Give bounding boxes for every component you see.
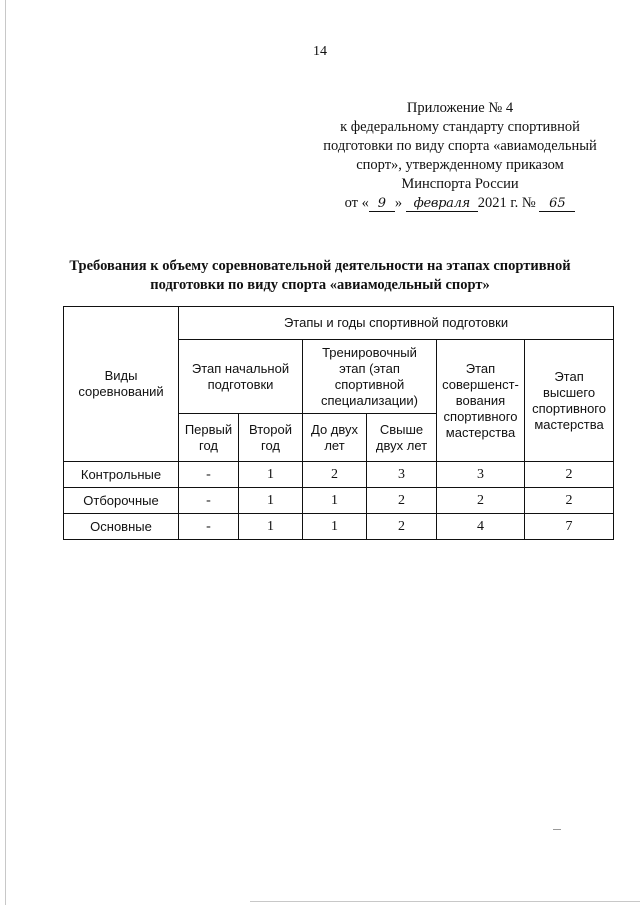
table-cell: 3 [367,462,437,488]
table-cell: 1 [239,488,303,514]
table-row [64,514,614,540]
page-number: 14 [313,44,327,59]
table-row [64,462,614,488]
date-mid: » [394,195,403,211]
table-cell: 1 [239,462,303,488]
table-cell: - [179,462,239,488]
header-row-1 [64,307,614,340]
table-cell: 1 [239,514,303,540]
header-stages-group: Этапы и годы спортивной подготовки [179,307,614,340]
header-first-year: Первый год [179,414,239,462]
page-edge-bottom [250,901,640,902]
title-line-2: подготовки по виду спорта «авиамодельный спорт» [150,277,490,293]
date-year: 2021 г. № [477,195,536,211]
table-cell: 7 [525,514,614,540]
appendix-line-3: подготовки по виду спорта «авиамодельный [323,138,597,154]
header-stage-improvement: Этап совершенст- вования спортивного мастерства [437,340,525,462]
header-stage-highest: Этап высшего спортивного мастерства [525,340,614,462]
table-cell: 2 [525,462,614,488]
document-title [40,257,600,295]
table-cell: 2 [303,462,367,488]
table-cell: 3 [437,462,525,488]
date-month: февраля [406,197,478,212]
table-cell: - [179,488,239,514]
appendix-line-1: Приложение № 4 [406,100,514,116]
table-cell: 2 [525,488,614,514]
appendix-date-line [300,194,620,213]
scan-mark [553,829,561,830]
row-label: Основные [64,514,179,540]
title-line-1: Требования к объему соревновательной деятельности на этапах спортивной [69,258,571,274]
appendix-block [300,99,620,213]
header-over-two-years: Свыше двух лет [367,414,437,462]
table-row [64,488,614,514]
appendix-line-2: к федеральному стандарту спортивной [340,119,580,135]
row-label: Отборочные [64,488,179,514]
table-cell: 1 [303,514,367,540]
requirements-table [63,306,614,540]
table-cell: 1 [303,488,367,514]
appendix-line-4: спорт», утвержденному приказом [356,157,564,173]
table-cell: 2 [367,514,437,540]
page-edge-left [5,0,6,905]
header-competition-types: Виды соревнований [64,307,179,462]
table-cell: - [179,514,239,540]
header-stage-initial: Этап начальной подготовки [179,340,303,414]
header-second-year: Второй год [239,414,303,462]
header-up-to-two-years: До двух лет [303,414,367,462]
date-day: 9 [369,197,395,212]
row-label: Контрольные [64,462,179,488]
table-cell: 2 [437,488,525,514]
header-stage-training: Тренировочный этап (этап спортивной специализации) [303,340,437,414]
appendix-line-5: Минспорта России [401,176,519,192]
table-cell: 4 [437,514,525,540]
date-prefix: от « [344,195,369,211]
order-number: 65 [539,197,575,212]
table-cell: 2 [367,488,437,514]
